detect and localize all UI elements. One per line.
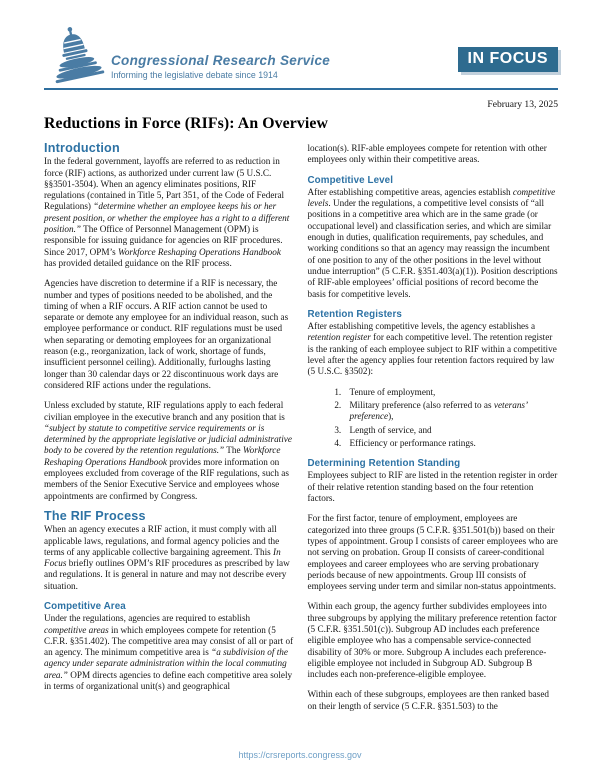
paragraph: For the first factor, tenure of employment, employees are categorized into three groups (5 C.F.R. §351.501(b)) based on their types of appointment. Group I consists of career employees who are not serving on probation. Group II consists of career-conditional employees and career employees who are serving probationary periods because of new appointments. Group III consists of employees serving under term and similar non-status appointments.: [307, 513, 558, 592]
left-column: [44, 143, 295, 721]
list-item: 3. Length of service, and: [344, 425, 559, 436]
section-heading: The RIF Process: [44, 508, 146, 523]
list-item: 4. Efficiency or performance ratings.: [344, 438, 559, 449]
paragraph: In the federal government, layoffs are referred to as reduction in force (RIF) actions, as authorized under current law (5 U.S.C. §§3501-3504). When an agency eliminates positions, RIF regulations (contained in Title 5, Part 351, of the Code of Federal Regulations) “determine whether an employee keeps his or her present position, or whether the employee has a right to a different position.” The Office of Personnel Management (OPM) is responsible for issuing guidance for agencies on RIF procedures. Since 2017, OPM’s Workforce Reshaping Operations Handbook has provided detailed guidance on the RIF process.: [44, 156, 290, 268]
section-heading: Competitive Level: [307, 174, 394, 186]
paragraph: When an agency executes a RIF action, it must comply with all applicable laws, regulations, and formal agency policies and the terms of any applicable collective bargaining agreement. This In Focus briefly outlines OPM’s RIF procedures as prescribed by law and regulations. It is general in nature and may not describe every situation.: [44, 524, 290, 591]
report-title: Reductions in Force (RIFs): An Overview: [44, 115, 328, 132]
paragraph: location(s). RIF-able employees compete for retention with other employees only within their competitive areas.: [307, 143, 547, 165]
in-focus-badge: IN FOCUS: [458, 47, 558, 72]
paragraph: Within each group, the agency further subdivides employees into three subgroups by applying the military preference retention factor (5 C.F.R. §351.501(c)). Subgroup AD includes each preference eligible employee who has a compensable service-connected disability of 30% or more. Subgroup A includes each preference-eligible employee not included in Subgroup AD. Subgroup B includes each non-preference-eligible employee.: [307, 601, 557, 680]
header: [44, 24, 558, 88]
paragraph: After establishing competitive areas, agencies establish competitive levels. Under the regulations, a competitive level consists of “all positions in a competitive area which are in the same grade (or occupational level) and classification series, and which are similar enough in duties, qualification requirements, pay schedules, and working conditions so that an agency may reassign the incumbent of one position to any of the other positions in the level without undue interruption” (5 C.F.R. §351.403(a)(1)). Position descriptions of RIF-able employees’ official positions of record become the basis for competitive levels.: [307, 186, 558, 299]
header-rule: [44, 88, 558, 90]
brand-text: [111, 53, 330, 80]
list-item: 2. Military preference (also referred to as veterans’ preference),: [344, 400, 559, 423]
org-tagline: Informing the legislative debate since 1914: [111, 70, 278, 80]
paragraph: Employees subject to RIF are listed in the retention register in order of their relative retention standing based on the four retention factors.: [307, 470, 558, 504]
retention-factors-list: [308, 387, 559, 449]
paragraph: After establishing competitive levels, the agency establishes a retention register for each competitive level. The retention register is the ranking of each employee subject to RIF within a competitive level after the agency applies four retention factors required by law (5 U.S.C. §3502):: [307, 321, 557, 377]
org-name: Congressional Research Service: [111, 53, 331, 68]
list-item: 1. Tenure of employment,: [344, 387, 559, 398]
section-heading: Retention Registers: [307, 308, 402, 320]
paragraph: Under the regulations, agencies are required to establish competitive areas in which employees compete for retention (5 C.F.R. §351.402). The competitive area may consist of all or part of an agency. The minimum competitive area is “a subdivision of the agency under separate administration within the local commuting area.” OPM directs agencies to define each competitive area solely in terms of organizational unit(s) and geographical: [44, 613, 294, 692]
section-heading: Competitive Area: [44, 600, 126, 612]
report-date: February 13, 2025: [487, 99, 558, 110]
two-column-body: [44, 143, 558, 721]
paragraph: Unless excluded by statute, RIF regulations apply to each federal civilian employee in the executive branch and any position that is “subject by statute to competitive service requirements or is determined by the appropriate legislative or judicial administrative body to be covered by the retention regulations.” The Workforce Reshaping Operations Handbook provides more information on employees excluded from coverage of the RIF regulations, such as members of the Senior Executive Service and employees whose appointments are confirmed by Congress.: [44, 400, 292, 501]
capitol-dome-icon: [44, 24, 106, 86]
paragraph: Within each of these subgroups, employees are then ranked based on their length of service (5 C.F.R. §351.503) to the: [307, 689, 549, 711]
crs-brand: [44, 24, 330, 86]
right-column: [308, 143, 559, 721]
footer: [0, 745, 600, 763]
paragraph: Agencies have discretion to determine if a RIF is necessary, the number and types of positions needed to be abolished, and the timing of when a RIF occurs. A RIF action cannot be used to separate or demote any employee for an individual reason, such as employee performance or conduct. RIF regulations must be used when separating or demoting employees for an organizational reason (e.g., reorganization, lack of work, shortage of funds, insufficient personnel ceiling). Additionally, furloughs lasting longer than 30 calendar days or 22 discontinuous work days are considered RIF actions under the regulations.: [44, 278, 289, 390]
section-heading: Determining Retention Standing: [307, 458, 461, 470]
section-heading: Introduction: [44, 141, 120, 155]
footer-url-link[interactable]: https://crsreports.congress.gov: [238, 750, 362, 760]
